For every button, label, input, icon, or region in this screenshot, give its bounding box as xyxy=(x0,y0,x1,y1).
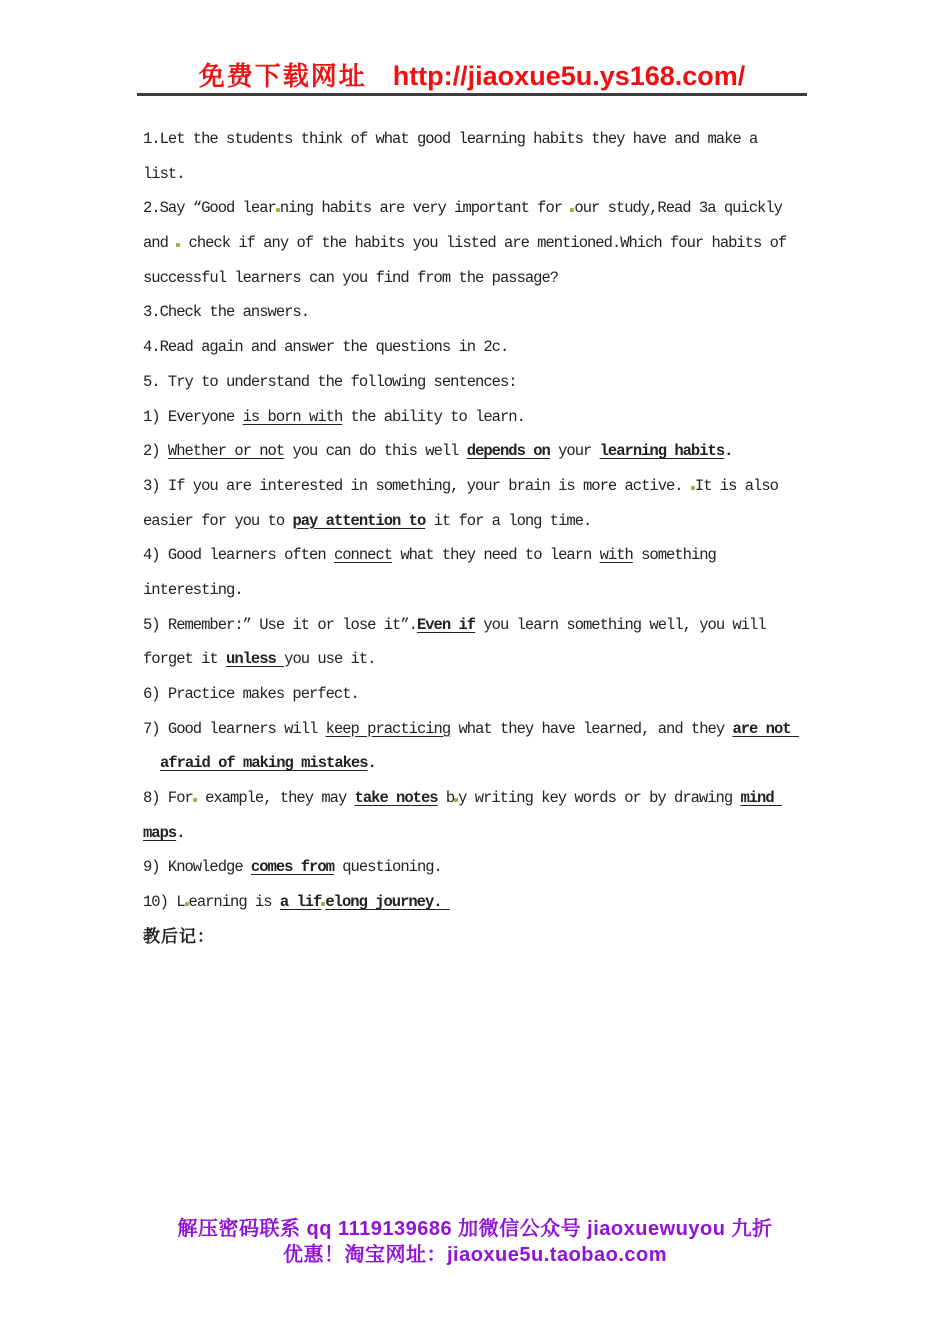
text-segment: 6) Practice makes perfect. xyxy=(143,685,359,703)
text-line xyxy=(143,157,853,192)
footer-taobao-link[interactable]: 优惠！淘宝网址：jiaoxue5u.taobao.com xyxy=(282,1244,668,1266)
free-download-label: 免费下载网址 xyxy=(198,62,367,91)
text-segment: elong journey. xyxy=(325,893,450,912)
text-segment: 4) Good learners often xyxy=(143,546,334,565)
text-line xyxy=(143,330,853,365)
text-segment: maps xyxy=(143,823,177,842)
text-line xyxy=(143,677,853,712)
text-line xyxy=(143,504,853,539)
footer-contact-line: 解压密码联系 qq 1119139686 加微信公众号 jiaoxuewuyou 九折 xyxy=(177,1218,773,1240)
text-line xyxy=(143,226,853,261)
text-segment: what they need to learn xyxy=(392,546,600,565)
text-segment: the ability to learn. xyxy=(342,407,525,426)
text-segment: 5) Remember:” Use it or lose it”. xyxy=(143,615,417,634)
text-segment: what they have learned, and they xyxy=(450,719,733,738)
text-segment: ning habits are very important for xyxy=(279,199,571,218)
text-line xyxy=(143,122,853,157)
text-segment: your xyxy=(549,442,600,461)
page-footer xyxy=(0,1216,950,1268)
text-segment: mind xyxy=(740,789,782,808)
text-segment: easier for you to xyxy=(143,511,293,530)
document-body xyxy=(143,122,853,955)
text-line xyxy=(143,712,853,747)
text-segment: It is also xyxy=(694,476,778,495)
text-line xyxy=(143,816,853,851)
text-segment: b xyxy=(437,789,455,808)
text-line xyxy=(143,434,853,469)
text-line xyxy=(143,920,853,955)
text-segment: is born with xyxy=(242,407,343,426)
text-segment: . xyxy=(367,754,376,773)
text-line xyxy=(143,573,853,608)
text-segment: pay attention to xyxy=(292,511,426,530)
text-segment: it for a long time. xyxy=(425,511,592,530)
text-segment: 4.Read again and answer the questions in 2c. xyxy=(143,338,509,357)
text-segment: and xyxy=(143,234,177,253)
header-divider xyxy=(137,93,807,96)
text-segment: 9) Knowledge xyxy=(143,858,251,877)
text-line xyxy=(143,850,853,885)
text-segment: you can do this well xyxy=(284,442,467,461)
text-segment: our study,Read 3a quickly xyxy=(574,199,782,218)
text-segment: 2) xyxy=(143,442,168,461)
text-segment: list. xyxy=(143,164,185,183)
text-segment: something xyxy=(632,546,716,565)
text-segment: depends on xyxy=(466,442,550,461)
text-segment: comes from xyxy=(250,858,334,877)
text-segment: 10) L xyxy=(143,893,185,912)
page-header xyxy=(137,56,807,93)
text-line xyxy=(143,746,853,781)
text-line xyxy=(143,781,853,816)
text-segment: 1) Everyone xyxy=(143,407,243,426)
text-line xyxy=(143,642,853,677)
text-segment: take notes xyxy=(354,789,438,808)
text-segment: 1.Let the students think of what good learning habits they have and make a xyxy=(143,130,758,148)
text-segment: 教后记： xyxy=(143,926,215,946)
header-url-link[interactable]: http://jiaoxue5u.ys168.com/ xyxy=(392,61,746,91)
text-segment: successful learners can you find from the passage? xyxy=(143,268,559,287)
text-segment: keep practicing xyxy=(325,719,451,738)
text-line xyxy=(143,469,853,504)
text-segment: . xyxy=(724,442,733,461)
text-segment: 3) If you are interested in something, your brain is more active. xyxy=(143,476,691,495)
text-segment: 5. Try to understand the following sentences: xyxy=(143,372,517,391)
text-segment: with xyxy=(599,546,633,565)
text-line xyxy=(143,400,853,435)
text-segment: Whether or not xyxy=(167,442,285,461)
text-segment: earning is xyxy=(188,893,280,912)
text-segment: questioning. xyxy=(333,858,442,877)
text-line xyxy=(143,608,853,643)
text-line xyxy=(143,191,853,226)
text-segment: afraid of making mistakes xyxy=(160,754,368,773)
text-segment: forget it xyxy=(143,650,227,669)
text-line xyxy=(143,295,853,330)
text-segment: example, they may xyxy=(196,789,355,808)
text-segment: are not xyxy=(732,719,799,738)
text-segment: . xyxy=(176,823,185,842)
text-segment: 8) For xyxy=(143,789,193,808)
text-segment: check if any of the habits you listed are mentioned.Which four habits of xyxy=(180,234,787,253)
text-segment: 3.Check the answers. xyxy=(143,303,310,322)
text-line xyxy=(143,538,853,573)
text-segment: Even if xyxy=(416,615,476,634)
text-segment: learning habits xyxy=(599,442,725,461)
text-segment: 2.Say “Good lear xyxy=(143,199,276,218)
text-segment: interesting. xyxy=(143,580,243,599)
text-segment: y writing key words or by drawing xyxy=(458,789,741,808)
text-segment: unless xyxy=(226,650,285,669)
text-segment: a lif xyxy=(279,893,322,912)
text-line xyxy=(143,885,853,920)
text-line xyxy=(143,365,853,400)
text-segment: you learn something well, you will xyxy=(475,615,766,634)
text-line xyxy=(143,261,853,296)
text-segment: connect xyxy=(333,546,393,565)
text-segment: 7) Good learners will xyxy=(143,719,326,738)
text-segment: you use it. xyxy=(284,650,376,669)
